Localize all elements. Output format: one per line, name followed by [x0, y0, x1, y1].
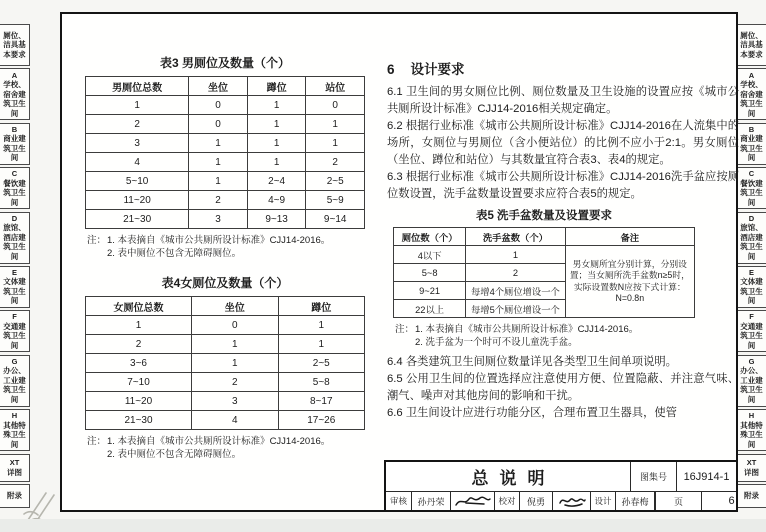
- tab-right-commercial: B 商业建筑卫生间: [736, 123, 766, 165]
- drawing-sheet: [60, 12, 738, 512]
- scan-edge: [0, 519, 766, 532]
- section6-number: 6: [387, 62, 395, 77]
- table3-header-row: [86, 77, 365, 96]
- table-row: [86, 392, 365, 411]
- table-row: [394, 246, 695, 264]
- table-cell: 3: [86, 134, 189, 153]
- table-cell: 2~4: [247, 172, 306, 191]
- tab-left-appendix: 附录: [0, 484, 30, 508]
- table-cell: 4~9: [247, 191, 306, 210]
- table-cell: 1: [306, 134, 365, 153]
- table5-header: 洗手盆数（个）: [466, 228, 565, 246]
- table-cell: 5~8: [394, 264, 466, 282]
- table-cell: 22以上: [394, 300, 466, 318]
- table-cell: 0: [192, 316, 278, 335]
- table-cell: 1: [189, 153, 248, 172]
- tab-left-office-industrial: G 办公、工业建筑卫生间: [0, 355, 30, 407]
- table-cell: 每增5个厕位增设一个: [466, 300, 565, 318]
- table-cell: 1: [247, 134, 306, 153]
- table-row: [86, 191, 365, 210]
- tab-left-transport: F 交通建筑卫生间: [0, 310, 30, 352]
- table5-note-2: 2. 洗手盆为一个时可不设儿童洗手盆。: [415, 337, 578, 348]
- notes-label: 注：: [87, 436, 107, 447]
- signature-scribble: [454, 494, 492, 508]
- table5-header-row: [394, 228, 695, 246]
- table-cell: 21~30: [86, 411, 192, 430]
- table-cell: 21~30: [86, 210, 189, 229]
- tab-right-catering: C 餐饮建筑卫生间: [736, 167, 766, 209]
- table-cell: 1: [247, 115, 306, 134]
- tab-right-special: H 其他特殊卫生间: [736, 409, 766, 451]
- table-cell: 0: [189, 115, 248, 134]
- tab-left-catering: C 餐饮建筑卫生间: [0, 167, 30, 209]
- table4-header-row: [86, 297, 365, 316]
- notes-label: 注：: [395, 324, 415, 335]
- tab-right-transport: F 交通建筑卫生间: [736, 310, 766, 352]
- proofreader-name: 倪勇: [519, 492, 552, 510]
- table-cell: 1: [247, 96, 306, 115]
- para-6-1: 6.1 卫生间的男女厕位比例、厕位数量及卫生设施的设置应按《城市公共厕所设计标准》CJJ14-2016相关规定确定。: [387, 86, 739, 115]
- tab-left-hotel: D 旅馆、酒店建筑卫生间: [0, 212, 30, 264]
- table-row: [86, 354, 365, 373]
- table-cell: 5~8: [278, 373, 365, 392]
- tab-left-commercial: B 商业建筑卫生间: [0, 123, 30, 165]
- table4-women-toilet: [85, 296, 365, 430]
- table4-header: 女厕位总数: [86, 297, 192, 316]
- table3-notes: [87, 234, 365, 260]
- table3-note-2: 2. 表中厕位不包含无障碍厕位。: [107, 248, 242, 259]
- table5-washbasin: [393, 227, 695, 318]
- table-cell: 1: [192, 354, 278, 373]
- table-cell: 2: [192, 373, 278, 392]
- requirements-column: [387, 58, 739, 422]
- table-cell: 3~6: [86, 354, 192, 373]
- table-cell: 0: [306, 96, 365, 115]
- table-row: [86, 96, 365, 115]
- table-row: [86, 411, 365, 430]
- tables-column: [85, 54, 365, 475]
- left-tab-strip: [0, 24, 30, 508]
- table5-remark-cell: 男女厕所宜分别计算，分别设置；当女厕所洗手盆数n≥5时，实际设置数N应按下式计算：N=0.8n: [565, 246, 694, 318]
- table3-header: 蹲位: [247, 77, 306, 96]
- table-cell: 1: [189, 172, 248, 191]
- table4-title: 表4女厕位及数量（个）: [161, 276, 289, 290]
- table-cell: 7~10: [86, 373, 192, 392]
- table4-note-2: 2. 表中厕位不包含无障碍厕位。: [107, 449, 242, 460]
- table-cell: 5~9: [306, 191, 365, 210]
- table-cell: 3: [189, 210, 248, 229]
- table-cell: 2~5: [278, 354, 365, 373]
- table-cell: 1: [466, 246, 565, 264]
- table-row: [86, 172, 365, 191]
- para-6-4: 6.4 各类建筑卫生间厕位数量详见各类型卫生间单项说明。: [387, 356, 677, 368]
- table-cell: 0: [189, 96, 248, 115]
- table5-header: 备注: [565, 228, 694, 246]
- table-cell: 4以下: [394, 246, 466, 264]
- table-cell: 1: [306, 115, 365, 134]
- table4-header: 坐位: [192, 297, 278, 316]
- tab-left-special: H 其他特殊卫生间: [0, 409, 30, 451]
- table3-note-1: 1. 本表摘自《城市公共厕所设计标准》CJJ14-2016。: [107, 235, 331, 246]
- table-cell: 9~13: [247, 210, 306, 229]
- para-6-6: 6.6 卫生间设计应进行功能分区，合理布置卫生器具，使管: [387, 407, 677, 419]
- table3-title: 表3 男厕位及数量（个）: [159, 56, 290, 70]
- section6-title: 设计要求: [410, 62, 465, 77]
- section6-heading: [387, 58, 739, 78]
- table-cell: 1: [86, 316, 192, 335]
- table-cell: 3: [192, 392, 278, 411]
- signature-scribble: [557, 494, 587, 508]
- atlas-number-label: 图集号: [630, 462, 676, 491]
- para-6-2: 6.2 根据行业标准《城市公共厕所设计标准》CJJ14-2016在人流集中的场所，女厕位与男厕位（含小便站位）的比例不应小于2:1。男女厕位（坐位、蹲位和站位）与其数量宜符合表3、表4的规定。: [387, 120, 739, 166]
- table4-note-1: 1. 本表摘自《城市公共厕所设计标准》CJJ14-2016。: [107, 436, 331, 447]
- table4-header: 蹲位: [278, 297, 365, 316]
- table-row: [86, 316, 365, 335]
- para-6-5: 6.5 公用卫生间的位置选择应注意使用方便、位置隐蔽、并注意气味、潮气、噪声对其他房间的影响和干扰。: [387, 373, 739, 402]
- table-cell: 2: [86, 335, 192, 354]
- table4-notes: [87, 435, 365, 461]
- table-cell: 17~26: [278, 411, 365, 430]
- right-tab-strip: [736, 24, 766, 508]
- table-cell: 每增4个厕位增设一个: [466, 282, 565, 300]
- table3-header: 男厕位总数: [86, 77, 189, 96]
- table-cell: 2: [189, 191, 248, 210]
- proofreader-signature: [552, 492, 590, 510]
- tab-right-hotel: D 旅馆、酒店建筑卫生间: [736, 212, 766, 264]
- table5-notes: [395, 323, 739, 349]
- table-cell: 9~21: [394, 282, 466, 300]
- tab-right-school-dorm: A 学校、宿舍建筑卫生间: [736, 68, 766, 120]
- title-block: [384, 460, 736, 510]
- para-6-3: 6.3 根据行业标准《城市公共厕所设计标准》CJJ14-2016洗手盆应按厕位数设置，洗手盆数量设置要求应符合表5的规定。: [387, 171, 739, 200]
- tab-left-culture-sports: E 文体建筑卫生间: [0, 266, 30, 308]
- tab-right-basics: 厕位、洁具基本要求: [736, 24, 766, 66]
- table3-header: 站位: [306, 77, 365, 96]
- sheet-title: 总说明: [471, 469, 556, 488]
- notes-label: 注：: [87, 235, 107, 246]
- designer-name: 孙春梅: [615, 492, 654, 510]
- table5-title: 表5 洗手盆数量及设置要求: [475, 210, 613, 222]
- table-row: [86, 210, 365, 229]
- atlas-number-value: 16J914-1: [676, 462, 736, 491]
- table-cell: 4: [86, 153, 189, 172]
- table-cell: 1: [247, 153, 306, 172]
- table-cell: 1: [86, 96, 189, 115]
- table-cell: 1: [278, 316, 365, 335]
- table-cell: 11~20: [86, 191, 189, 210]
- table5-block: [393, 207, 695, 318]
- tab-right-office-industrial: G 办公、工业建筑卫生间: [736, 355, 766, 407]
- tab-left-basics: 厕位、洁具基本要求: [0, 24, 30, 66]
- table-row: [86, 115, 365, 134]
- table-cell: 11~20: [86, 392, 192, 411]
- tab-left-school-dorm: A 学校、宿舍建筑卫生间: [0, 68, 30, 120]
- table-cell: 5~10: [86, 172, 189, 191]
- table-cell: 9~14: [306, 210, 365, 229]
- reviewer-signature: [450, 492, 494, 510]
- tab-left-detail-drawings: XT 详图: [0, 454, 30, 482]
- table-cell: 2: [86, 115, 189, 134]
- page-label: 页: [655, 492, 701, 510]
- table5-note-1: 1. 本表摘自《城市公共厕所设计标准》CJJ14-2016。: [415, 324, 639, 335]
- table-row: [86, 153, 365, 172]
- table3-men-toilet: [85, 76, 365, 229]
- tab-right-appendix: 附录: [736, 484, 766, 508]
- table-row: [86, 335, 365, 354]
- table-cell: 2: [466, 264, 565, 282]
- table-cell: 1: [192, 335, 278, 354]
- review-label: 审核: [389, 496, 407, 506]
- design-label: 设计: [590, 492, 615, 510]
- proof-label: 校对: [494, 492, 519, 510]
- table-cell: 1: [189, 134, 248, 153]
- table-row: [86, 373, 365, 392]
- table-row: [86, 134, 365, 153]
- table3-header: 坐位: [189, 77, 248, 96]
- reviewer-name: 孙丹荣: [411, 492, 450, 510]
- table-cell: 8~17: [278, 392, 365, 411]
- table5-header: 厕位数（个）: [394, 228, 466, 246]
- table-cell: 2: [306, 153, 365, 172]
- table-cell: 1: [278, 335, 365, 354]
- tab-right-culture-sports: E 文体建筑卫生间: [736, 266, 766, 308]
- tab-right-detail-drawings: XT 详图: [736, 454, 766, 482]
- table-cell: 4: [192, 411, 278, 430]
- page-number: 6: [701, 492, 761, 510]
- table-cell: 2~5: [306, 172, 365, 191]
